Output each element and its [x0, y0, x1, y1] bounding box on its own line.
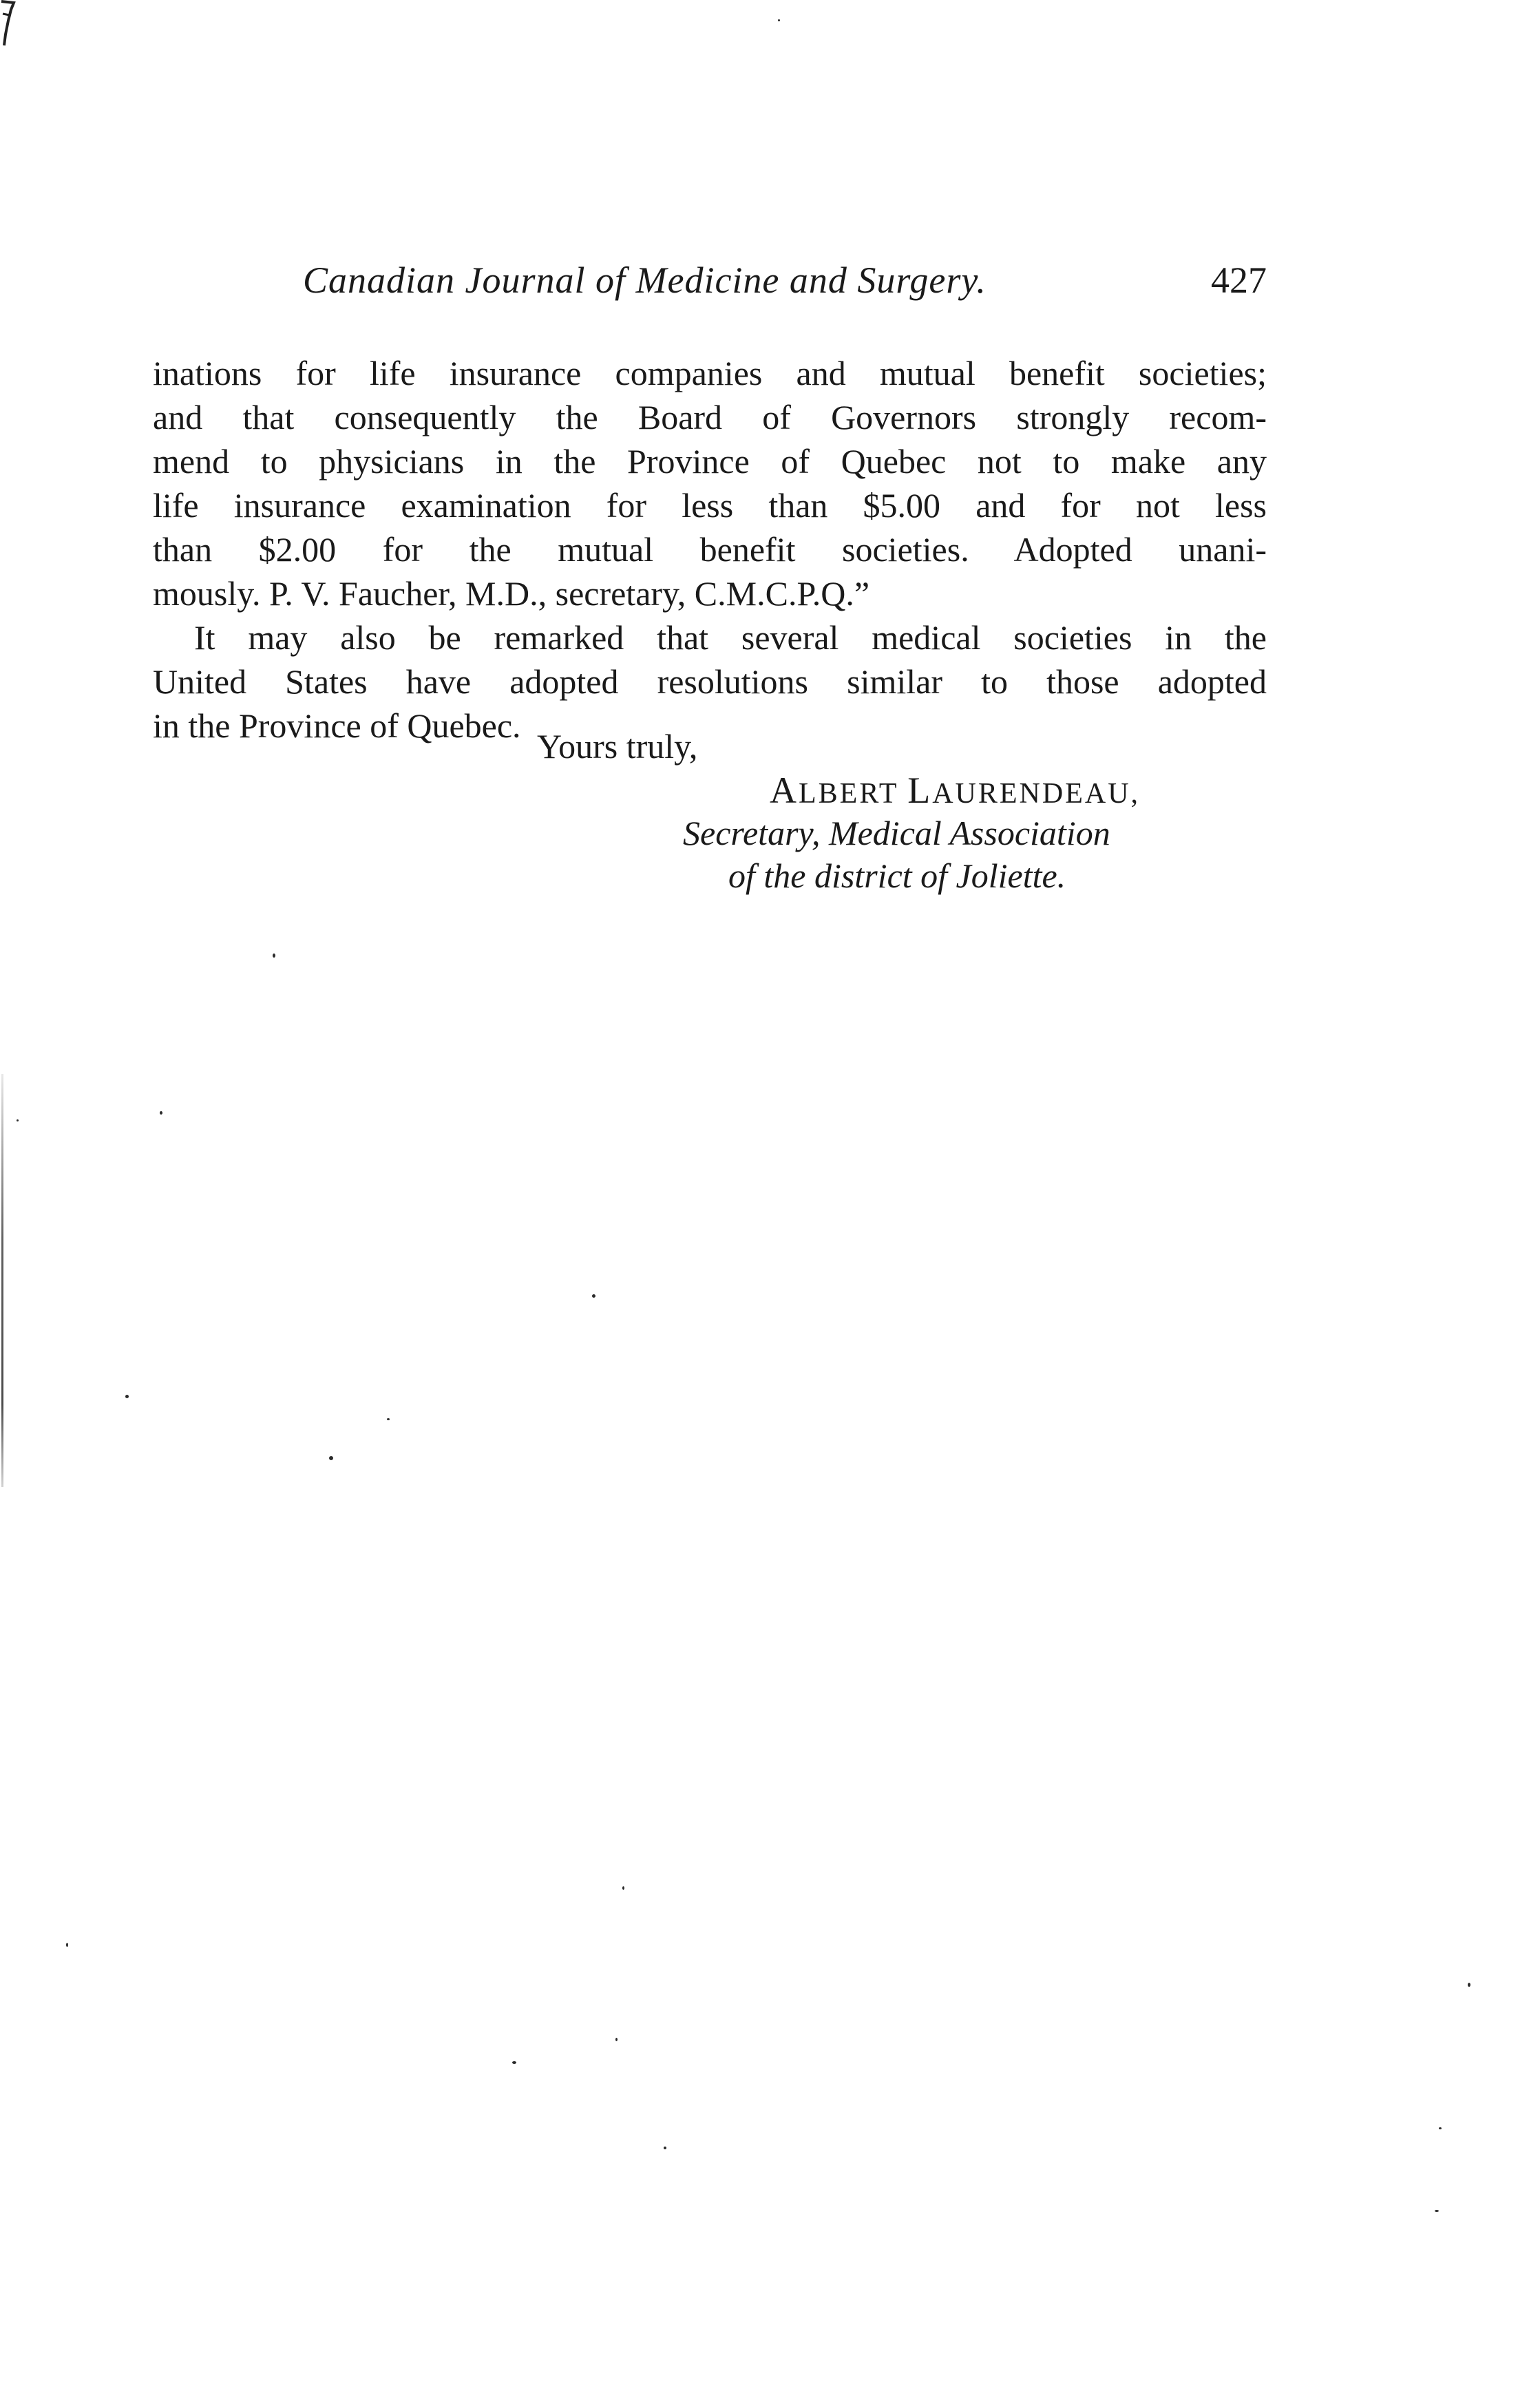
text-line: It may also be remarked that several medical societies in the: [194, 618, 1267, 657]
name-initial: A: [770, 770, 799, 811]
scan-artifact-mark: [0, 0, 18, 48]
scan-edge-shadow: [1, 1074, 3, 1487]
page-number: 427: [1211, 260, 1267, 301]
scan-speck: [1435, 2210, 1439, 2212]
letter-closing: Yours truly,: [537, 727, 698, 766]
scan-speck: [622, 1886, 624, 1890]
scan-speck: [387, 1418, 390, 1420]
scan-speck: [512, 2061, 516, 2064]
scan-speck: [273, 953, 275, 958]
scan-speck: [125, 1395, 129, 1398]
text-line: in the Province of Quebec.: [153, 706, 521, 745]
scan-speck: [778, 19, 780, 21]
journal-title: Canadian Journal of Medicine and Surgery.: [303, 260, 987, 301]
body-text: [153, 351, 1267, 748]
running-header: [303, 256, 1267, 311]
scan-speck: [66, 1943, 68, 1947]
text-line: mend to physicians in the Province of Quebec not to make any: [153, 442, 1267, 481]
scan-speck: [17, 1119, 19, 1121]
scan-speck: [592, 1294, 595, 1298]
text-line: and that consequently the Board of Governors strongly recom-: [153, 398, 1267, 436]
text-line: than $2.00 for the mutual benefit societies. Adopted unani-: [153, 530, 1267, 569]
scan-speck: [329, 1456, 333, 1460]
scan-speck: [160, 1111, 162, 1115]
scan-speck: [1468, 1983, 1470, 1987]
name-part: AURENDEAU,: [932, 778, 1141, 810]
text-line: United States have adopted resolutions similar to those adopted: [153, 662, 1267, 701]
scan-speck: [1439, 2127, 1442, 2129]
scan-speck: [615, 2038, 618, 2041]
text-line: mously. P. V. Faucher, M.D., secretary, C.M.C.P.Q.”: [153, 574, 870, 613]
text-line: inations for life insurance companies and mutual benefit societies;: [153, 354, 1267, 392]
scan-speck: [664, 2147, 666, 2149]
text-line: life insurance examination for less than $5.00 and for not less: [153, 486, 1267, 525]
signatory-district: of the district of Joliette.: [728, 856, 1066, 895]
signatory-name: [770, 768, 1140, 816]
name-initial: L: [907, 770, 933, 811]
signatory-title: Secretary, Medical Association: [683, 814, 1110, 852]
name-part: LBERT: [799, 778, 898, 810]
